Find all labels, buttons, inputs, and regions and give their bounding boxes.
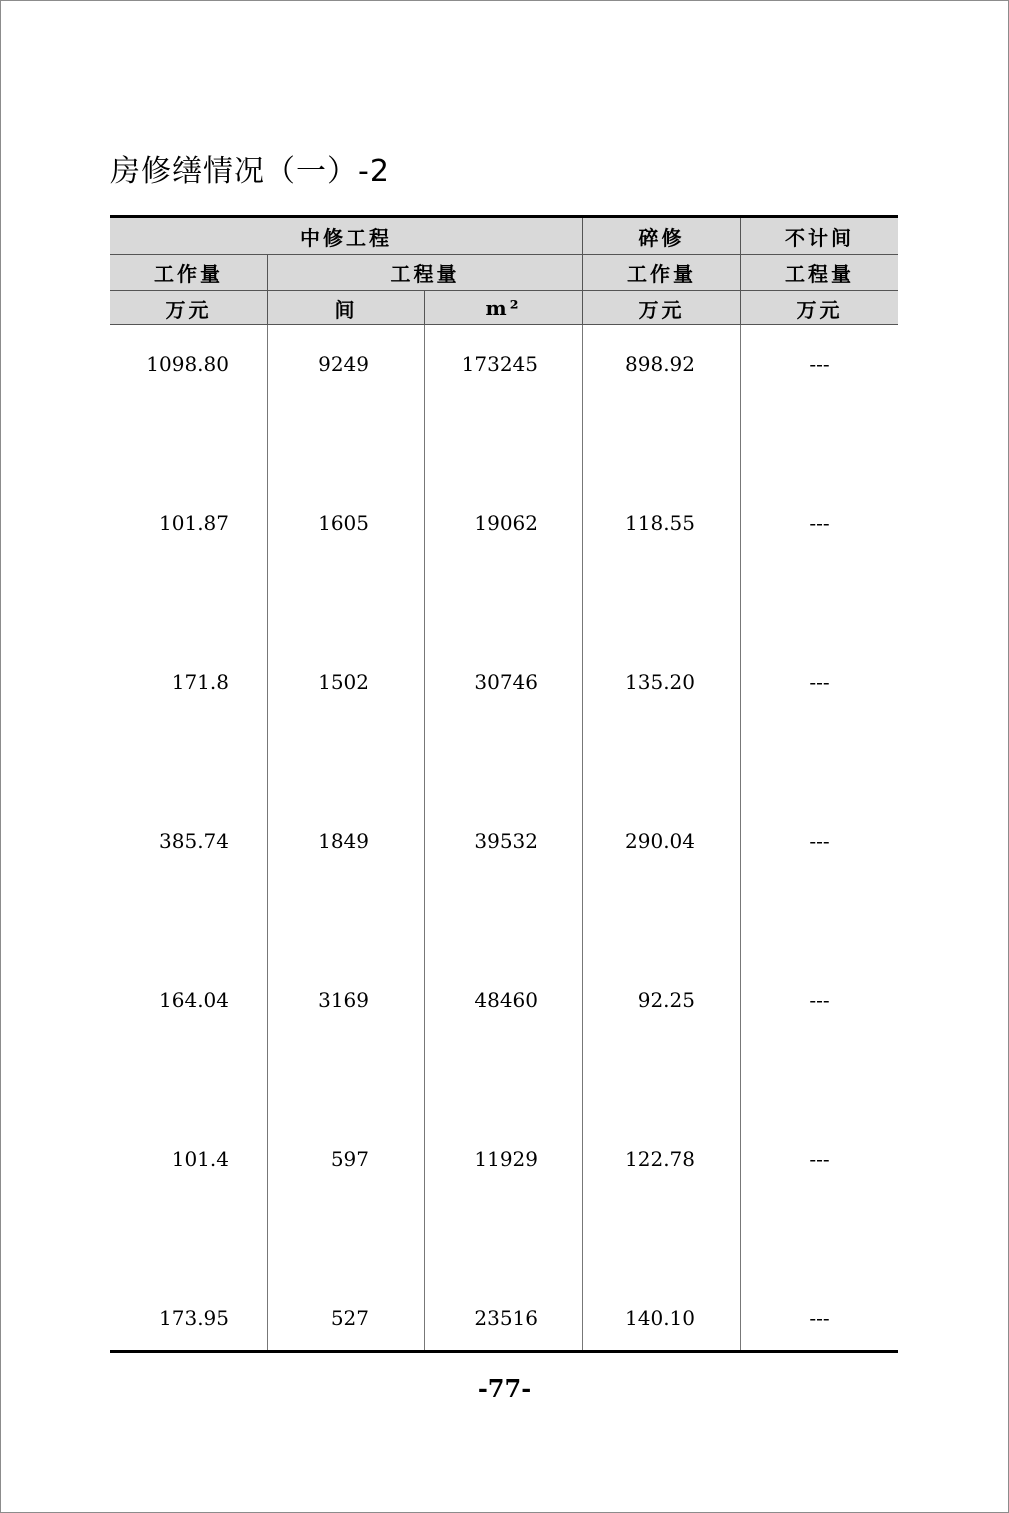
table-cell: 101.4 (171, 1147, 229, 1171)
table-cell: 1605 (318, 511, 369, 535)
column-separator (267, 325, 268, 1350)
table-cell: 11929 (474, 1147, 538, 1171)
table-cell: 290.04 (625, 829, 695, 853)
table-header (110, 218, 898, 325)
table-cell: 898.92 (625, 352, 695, 376)
header-gongzuoliang-2: 工作量 (627, 262, 696, 286)
table-cell: --- (809, 988, 830, 1012)
column-separator (424, 325, 425, 1350)
header-line-2 (110, 290, 898, 291)
table-cell: 19062 (474, 511, 538, 535)
header-zhongxiu: 中修工程 (300, 225, 392, 250)
table-cell: --- (809, 829, 830, 853)
header-vline-d (424, 290, 425, 325)
table-cell: 92.25 (637, 988, 695, 1012)
header-gongchengliang-2: 工程量 (785, 262, 854, 286)
page-title: 房修缮情况（一）-2 (110, 154, 390, 189)
table-cell: 173245 (461, 352, 538, 376)
table-cell: 48460 (474, 988, 538, 1012)
table-cell: --- (809, 1147, 830, 1171)
header-suixiu: 碎修 (638, 225, 685, 250)
header-line-1 (110, 254, 898, 255)
header-unit-wanyuan-1: 万元 (165, 297, 212, 322)
header-vline-c (267, 254, 268, 325)
table-cell: --- (809, 1306, 830, 1330)
header-unit-wanyuan-3: 万元 (796, 297, 843, 322)
table-cell: --- (809, 511, 830, 535)
header-unit-jian: 间 (334, 297, 358, 322)
table-cell: 171.8 (171, 670, 229, 694)
table-cell: 3169 (318, 988, 369, 1012)
header-line-3 (110, 324, 898, 325)
statistics-table (110, 215, 898, 1353)
table-cell: --- (809, 670, 830, 694)
table-cell: 101.87 (159, 511, 229, 535)
table-cell: --- (809, 352, 830, 376)
table-cell: 30746 (474, 670, 538, 694)
table-cell: 135.20 (625, 670, 695, 694)
table-cell: 597 (330, 1147, 369, 1171)
table-cell: 173.95 (159, 1306, 229, 1330)
header-unit-m2: m² (485, 296, 522, 320)
header-unit-wanyuan-2: 万元 (638, 297, 685, 322)
table-cell: 140.10 (625, 1306, 695, 1330)
table-cell: 1098.80 (146, 352, 229, 376)
header-vline-a (582, 218, 583, 325)
table-cell: 385.74 (159, 829, 229, 853)
column-separator (582, 325, 583, 1350)
table-cell: 527 (330, 1306, 369, 1330)
table-cell: 9249 (318, 352, 369, 376)
header-gongzuoliang-1: 工作量 (154, 262, 223, 286)
table-cell: 164.04 (159, 988, 229, 1012)
header-bujijian: 不计间 (785, 225, 854, 250)
table-cell: 118.55 (625, 511, 695, 535)
table-cell: 122.78 (625, 1147, 695, 1171)
header-vline-b (740, 218, 741, 325)
table-cell: 1502 (318, 670, 369, 694)
table-bottom-rule (110, 1350, 898, 1353)
table-cell: 23516 (474, 1306, 538, 1330)
page-number: -77- (477, 1374, 532, 1403)
header-gongchengliang-1: 工程量 (390, 262, 460, 286)
table-cell: 39532 (474, 829, 538, 853)
table-cell: 1849 (318, 829, 369, 853)
